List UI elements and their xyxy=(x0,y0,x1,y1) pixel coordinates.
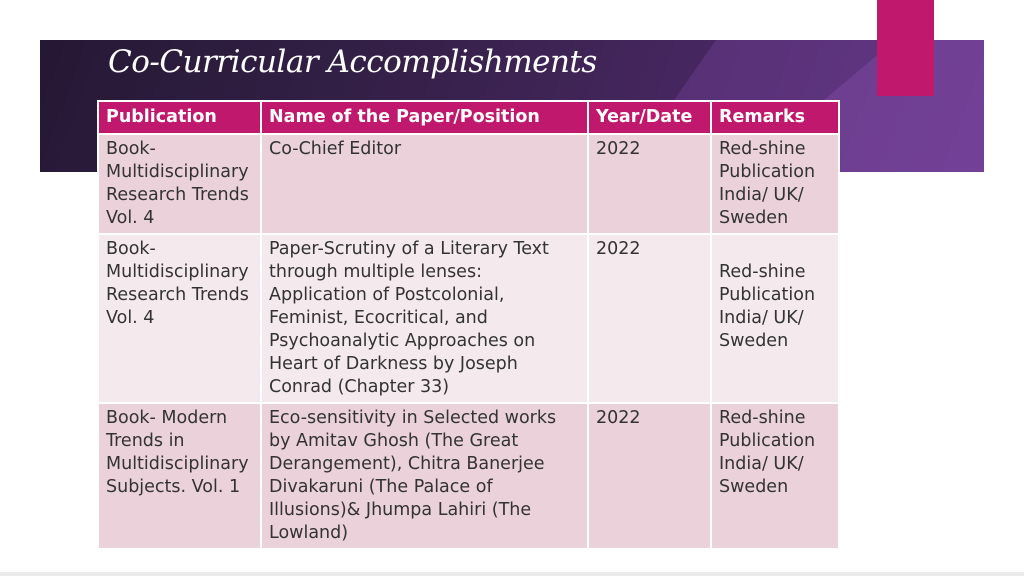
slide-title: Co-Curricular Accomplishments xyxy=(108,44,597,80)
cell-remarks-text: Red-shine Publication India/ UK/ Sweden xyxy=(719,262,816,351)
cell-paper: Co-Chief Editor xyxy=(261,134,588,234)
table-header-row xyxy=(98,101,839,134)
table-row xyxy=(98,234,839,403)
table-row xyxy=(98,134,839,234)
cell-remarks xyxy=(711,234,839,403)
cell-publication: Book- Multidisciplinary Research Trends Vol. 4 xyxy=(98,234,261,403)
cell-year: 2022 xyxy=(588,134,711,234)
publications-table xyxy=(97,100,840,550)
header-remarks: Remarks xyxy=(711,101,839,134)
cell-publication: Book- Multidisciplinary Research Trends Vol. 4 xyxy=(98,134,261,234)
cell-remarks: Red-shine Publication India/ UK/ Sweden xyxy=(711,134,839,234)
header-paper: Name of the Paper/Position xyxy=(261,101,588,134)
cell-paper: Eco-sensitivity in Selected works by Amitav Ghosh (The Great Derangement), Chitra Banerjee Divakaruni (The Palace of Illusions)& Jhumpa Lahiri (The Lowland) xyxy=(261,403,588,549)
cell-remarks: Red-shine Publication India/ UK/ Sweden xyxy=(711,403,839,549)
cell-year: 2022 xyxy=(588,234,711,403)
header-year: Year/Date xyxy=(588,101,711,134)
table-row xyxy=(98,403,839,549)
slide-bottom-edge xyxy=(0,572,1024,576)
header-publication: Publication xyxy=(98,101,261,134)
accent-tab xyxy=(877,0,934,96)
cell-year: 2022 xyxy=(588,403,711,549)
cell-paper: Paper-Scrutiny of a Literary Text through multiple lenses: Application of Postcolonial, Feminist, Ecocritical, and Psychoanalytic Approaches on Heart of Darkness by Joseph Conrad (Chapter 33) xyxy=(261,234,588,403)
cell-publication: Book- Modern Trends in Multidisciplinary Subjects. Vol. 1 xyxy=(98,403,261,549)
